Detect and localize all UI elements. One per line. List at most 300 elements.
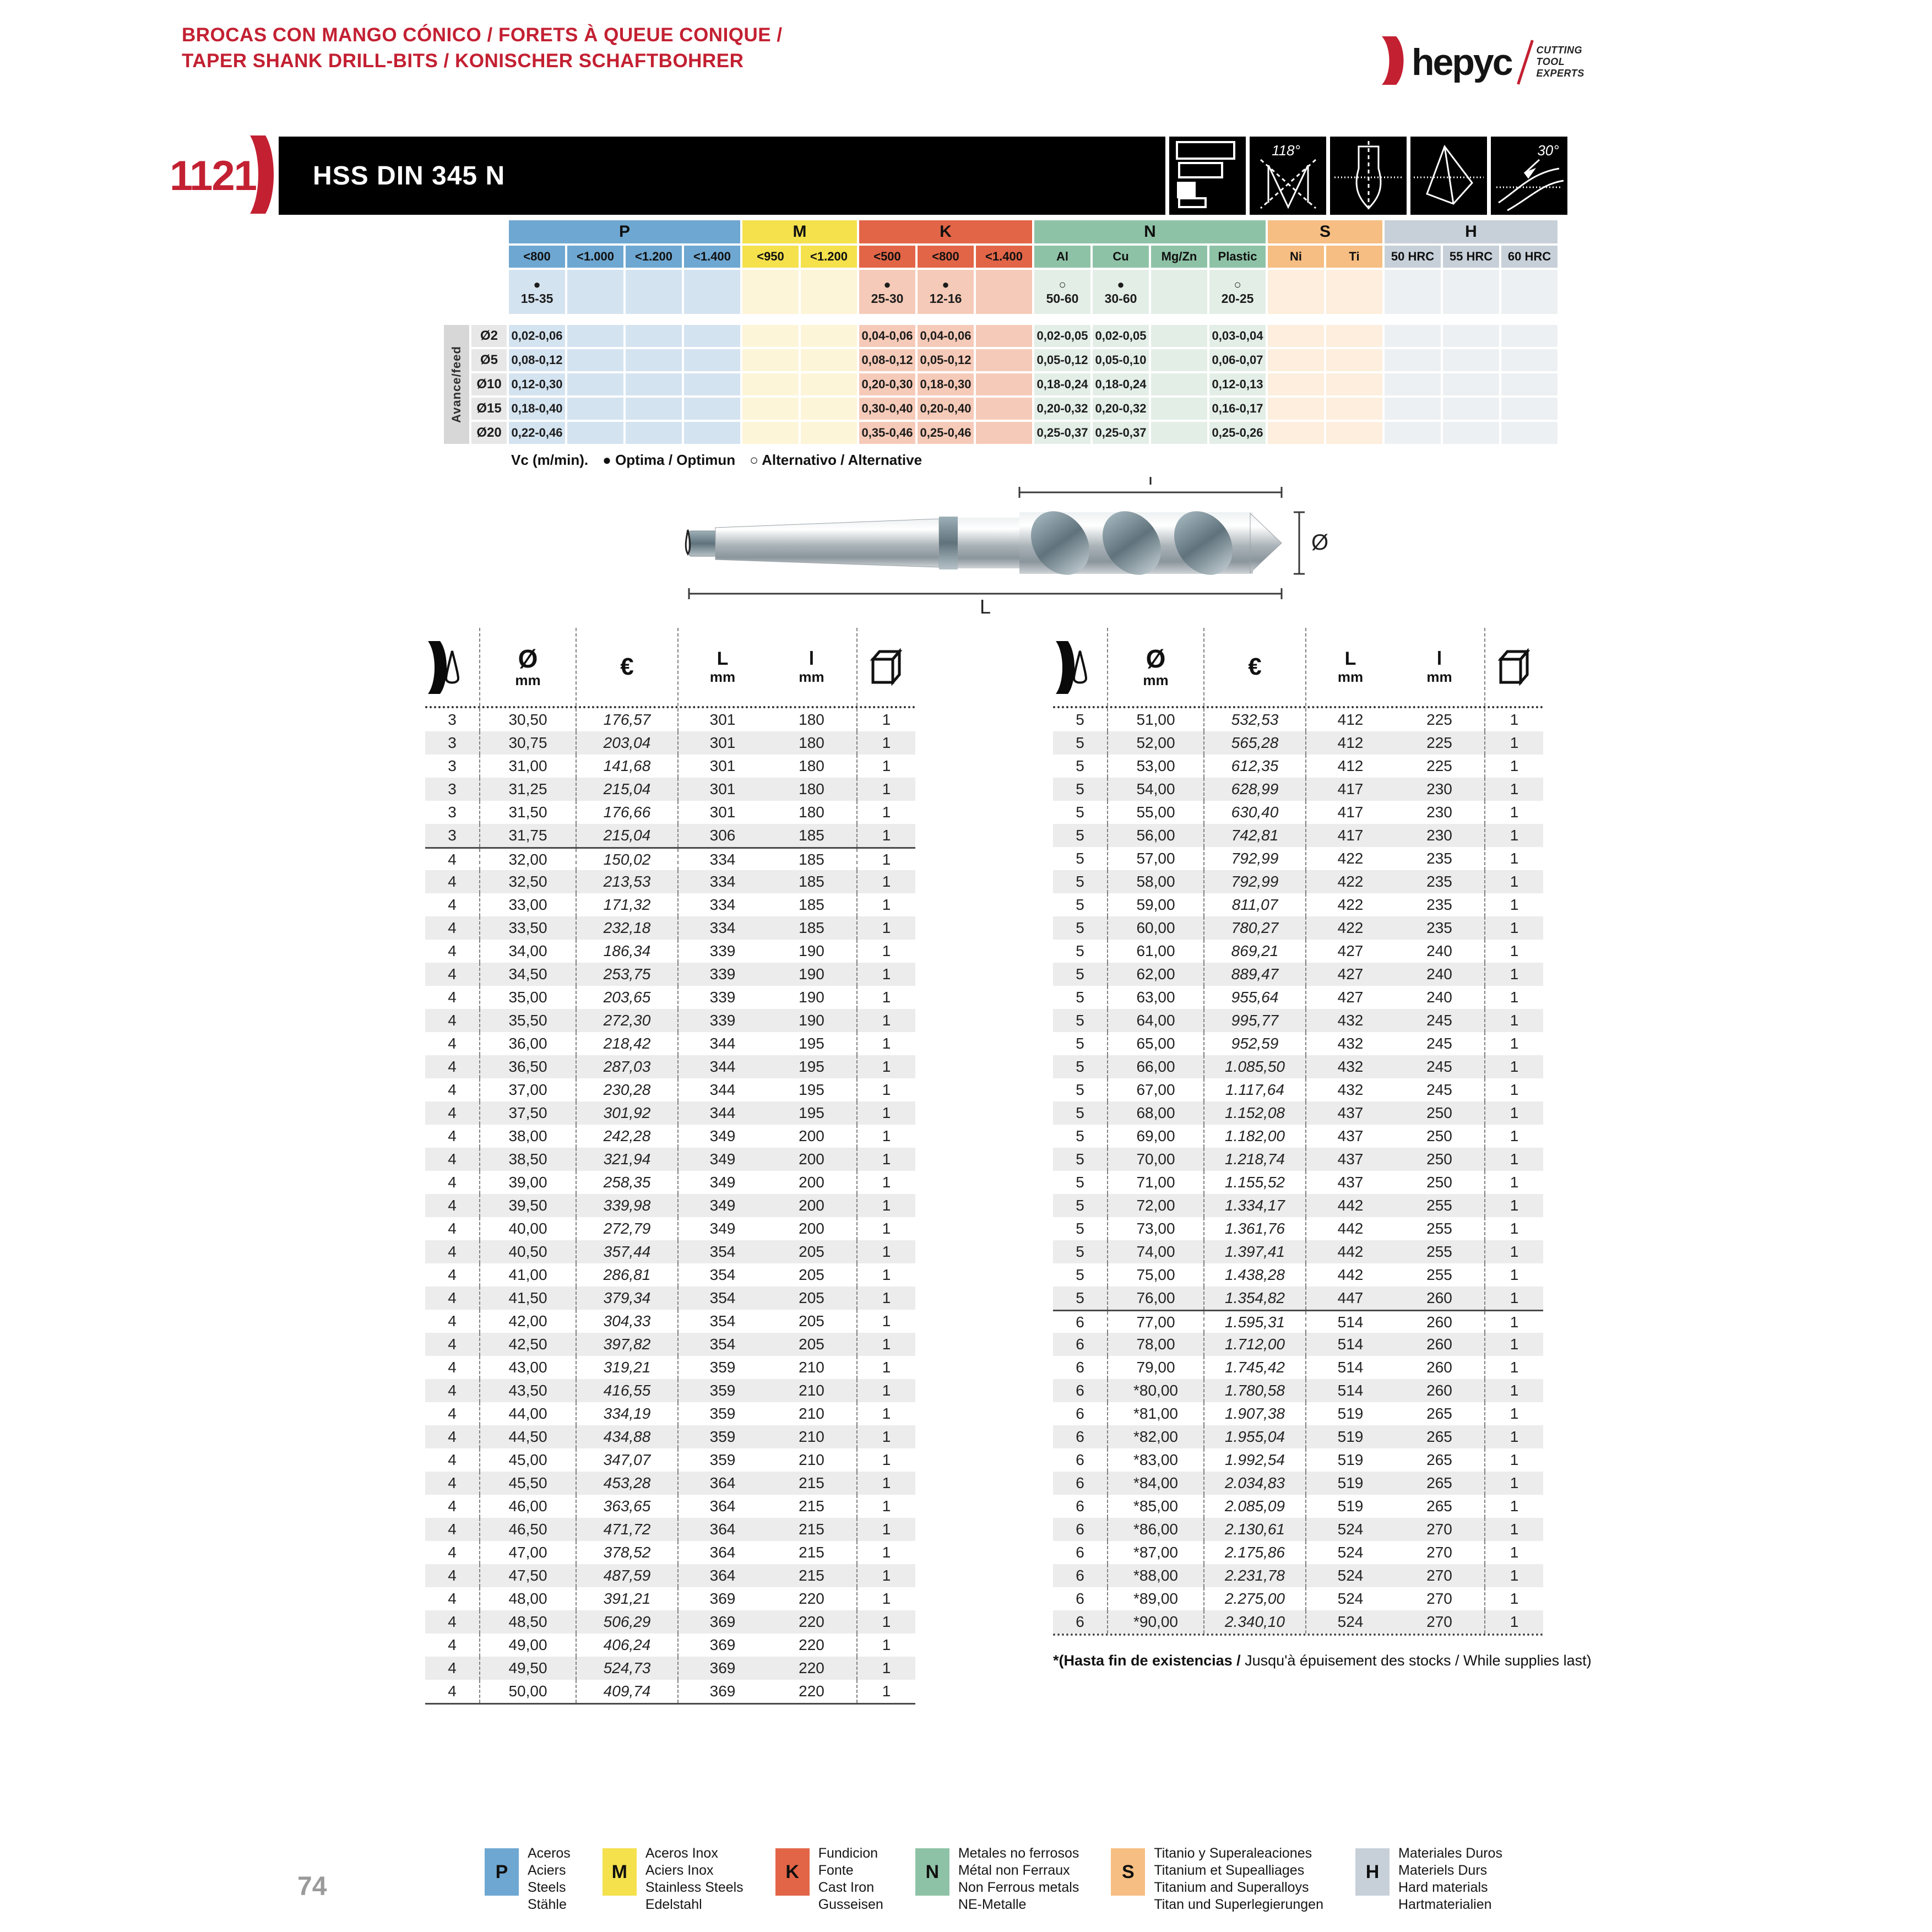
cell-qty: 1 — [1510, 1405, 1519, 1422]
cell-cone: 4 — [425, 1009, 480, 1032]
vc-unit-label: Vc (m/min). — [511, 452, 589, 468]
material-subcolumn: Cu — [1093, 246, 1149, 268]
cell-cone: 4 — [425, 1333, 480, 1356]
feed-value-cell — [1385, 422, 1441, 444]
material-name-line: Steels — [528, 1880, 566, 1895]
cell-cone: 4 — [425, 1310, 480, 1333]
table-row — [425, 1657, 915, 1680]
feed-value-cell — [567, 349, 623, 371]
drill-spec-icons — [1169, 137, 1567, 215]
cell-length-flute: 185 — [767, 824, 858, 847]
cell-length-total: 354 — [709, 1243, 736, 1260]
cell-qty: 1 — [1510, 1243, 1519, 1260]
cell-cone: 6 — [1053, 1311, 1108, 1333]
cell-price: 453,28 — [577, 1472, 679, 1495]
cell-price: 2.340,10 — [1204, 1610, 1306, 1633]
cell-cone: 5 — [1053, 1217, 1108, 1240]
feed-value-cell: 0,05-0,10 — [1093, 349, 1149, 371]
cell-length-total: 427 — [1337, 942, 1364, 959]
cell-length-flute: 200 — [767, 1148, 858, 1171]
cell-length-total: 354 — [709, 1336, 736, 1353]
table-row — [425, 916, 915, 940]
cell-length-total: 349 — [709, 1174, 736, 1191]
cell-length-total: 422 — [1337, 896, 1364, 913]
cell-length-flute: 215 — [767, 1495, 858, 1518]
feed-diameter-label: Ø5 — [471, 349, 507, 371]
feed-value-cell — [626, 349, 682, 371]
cell-length-flute: 230 — [1394, 778, 1485, 801]
feed-value-cell — [1326, 373, 1382, 395]
cell-length-total: 306 — [709, 827, 736, 844]
cell-length-flute: 215 — [767, 1541, 858, 1564]
cell-length-flute: 220 — [767, 1680, 858, 1703]
cell-diameter: 62,00 — [1108, 963, 1204, 986]
cell-length-flute: 240 — [1394, 940, 1485, 963]
table-row — [425, 778, 915, 801]
cell-qty: 1 — [882, 1405, 891, 1422]
cell-cone: 5 — [1053, 1240, 1108, 1263]
cell-qty: 1 — [882, 942, 891, 959]
material-subcolumn: Al — [1034, 246, 1090, 268]
cell-diameter: 40,50 — [480, 1240, 577, 1263]
cell-length-flute: 270 — [1394, 1587, 1485, 1610]
cell-length-total: 447 — [1337, 1289, 1364, 1306]
cell-length-flute: 265 — [1394, 1472, 1485, 1495]
alternative-legend: ○ Alternativo / Alternative — [750, 452, 922, 468]
cell-length-total: 339 — [709, 965, 736, 983]
cell-diameter: *81,00 — [1108, 1402, 1204, 1425]
cell-cone: 4 — [425, 1518, 480, 1541]
feed-value-cell — [1326, 398, 1382, 420]
cell-diameter: 63,00 — [1108, 986, 1204, 1009]
vc-cell — [567, 270, 623, 314]
material-name-line: Titanium and Superalloys — [1154, 1880, 1309, 1895]
cell-cone: 6 — [1053, 1541, 1108, 1564]
table-row — [1053, 847, 1543, 870]
product-banner — [170, 137, 1567, 215]
cell-price: 186,34 — [577, 940, 679, 963]
cell-qty: 1 — [1510, 1497, 1519, 1515]
catalog-table-left — [425, 628, 915, 1705]
cell-cone: 4 — [425, 1032, 480, 1055]
cell-price: 409,74 — [577, 1680, 679, 1703]
cell-cone: 6 — [1053, 1448, 1108, 1472]
cell-price: 272,30 — [577, 1009, 679, 1032]
material-name-line: Materiales Duros — [1398, 1846, 1502, 1861]
material-group-H: H — [1385, 220, 1557, 243]
cell-qty: 1 — [882, 1197, 891, 1214]
cell-length-total: 514 — [1337, 1313, 1364, 1331]
cell-price: 379,34 — [577, 1287, 679, 1310]
feed-value-cell — [1268, 325, 1324, 347]
cell-cone: 5 — [1053, 1125, 1108, 1148]
cell-qty: 1 — [1510, 1197, 1519, 1214]
table-row — [425, 1448, 915, 1472]
cell-length-total: 519 — [1337, 1474, 1364, 1491]
optima-dot-icon: ● — [1117, 278, 1125, 291]
feed-value-cell — [742, 422, 799, 444]
cell-qty: 1 — [1510, 942, 1519, 959]
cell-qty: 1 — [882, 1220, 891, 1237]
cell-qty: 1 — [1510, 1313, 1519, 1331]
cell-price: 141,68 — [577, 755, 679, 778]
cell-diameter: 70,00 — [1108, 1148, 1204, 1171]
cell-cone: 4 — [425, 1587, 480, 1610]
cell-price: 995,77 — [1204, 1009, 1306, 1032]
cell-length-flute: 200 — [767, 1217, 858, 1240]
feed-value-cell — [1385, 325, 1441, 347]
cone-symbol-icon — [686, 530, 690, 554]
cell-length-total: 412 — [1337, 734, 1364, 751]
table-row — [1053, 1101, 1543, 1125]
feed-value-cell — [976, 373, 1032, 395]
cell-qty: 1 — [882, 1127, 891, 1144]
feed-value-cell — [801, 325, 857, 347]
feed-value-cell: 0,25-0,37 — [1093, 422, 1149, 444]
material-name-line: Aciers — [528, 1863, 566, 1878]
table-row — [425, 1356, 915, 1379]
feed-diameter-label: Ø2 — [471, 325, 507, 347]
cell-cone: 4 — [425, 1194, 480, 1217]
cell-cone: 4 — [425, 1101, 480, 1125]
cell-diameter: *90,00 — [1108, 1610, 1204, 1633]
cell-price: 334,19 — [577, 1402, 679, 1425]
cell-length-flute: 185 — [767, 893, 858, 916]
table-row — [1053, 1148, 1543, 1171]
table-row — [425, 870, 915, 893]
cell-diameter: 41,50 — [480, 1287, 577, 1310]
cell-length-flute: 265 — [1394, 1402, 1485, 1425]
feed-value-cell: 0,08-0,12 — [859, 349, 915, 371]
tagline-line: CUTTING — [1536, 45, 1583, 56]
drill-neck — [958, 518, 1019, 568]
vc-cell — [1385, 270, 1441, 314]
cell-length-flute: 205 — [767, 1287, 858, 1310]
cell-length-total: 344 — [709, 1104, 736, 1121]
cell-cone: 6 — [1053, 1564, 1108, 1587]
cell-price: 1.354,82 — [1204, 1287, 1306, 1310]
cell-price: 1.152,08 — [1204, 1101, 1306, 1125]
cell-length-total: 442 — [1337, 1220, 1364, 1237]
cell-length-flute: 235 — [1394, 916, 1485, 940]
cell-diameter: 42,50 — [480, 1333, 577, 1356]
table-row — [1053, 1217, 1543, 1240]
cell-length-total: 364 — [709, 1521, 736, 1538]
cell-diameter: 66,00 — [1108, 1055, 1204, 1078]
cell-qty: 1 — [1510, 1544, 1519, 1561]
cell-diameter: 73,00 — [1108, 1217, 1204, 1240]
feed-value-cell: 0,04-0,06 — [918, 325, 974, 347]
feed-value-cell: 0,20-0,32 — [1093, 398, 1149, 420]
material-legend-item-M — [603, 1845, 744, 1913]
cell-qty: 1 — [882, 734, 891, 751]
material-name-line: Métal non Ferraux — [958, 1863, 1070, 1878]
cell-length-flute: 220 — [767, 1610, 858, 1633]
cell-cone: 4 — [425, 1356, 480, 1379]
cell-diameter: 34,50 — [480, 963, 577, 986]
material-group-S: S — [1268, 220, 1382, 243]
price-column-header: € — [1204, 628, 1306, 706]
cell-cone: 4 — [425, 1610, 480, 1633]
cell-qty: 1 — [882, 1336, 891, 1353]
cell-length-total: 359 — [709, 1428, 736, 1445]
cell-price: 2.130,61 — [1204, 1518, 1306, 1541]
table-header — [425, 628, 915, 708]
cell-length-total: 301 — [709, 757, 736, 774]
total-length-label: L — [979, 595, 991, 615]
cell-cone: 5 — [1053, 755, 1108, 778]
material-name-line: Fundicion — [818, 1846, 878, 1861]
material-swatch-M: M — [603, 1848, 637, 1896]
cell-length-total: 442 — [1337, 1197, 1364, 1214]
cell-qty: 1 — [1510, 1613, 1519, 1630]
cell-qty: 1 — [1510, 965, 1519, 983]
cell-diameter: 31,00 — [480, 755, 577, 778]
cell-length-flute: 265 — [1394, 1448, 1485, 1472]
cell-length-flute: 270 — [1394, 1518, 1485, 1541]
table-row — [425, 1101, 915, 1125]
drill-collar — [939, 517, 958, 569]
cell-diameter: 38,00 — [480, 1125, 577, 1148]
material-name-line: Gusseisen — [818, 1897, 883, 1912]
cell-length-total: 519 — [1337, 1497, 1364, 1515]
cell-qty: 1 — [882, 1590, 891, 1607]
cell-length-flute: 230 — [1394, 801, 1485, 824]
cell-length-flute: 240 — [1394, 986, 1485, 1009]
table-row — [1053, 1194, 1543, 1217]
material-subcolumn: Ni — [1268, 246, 1324, 268]
feed-value-cell: 0,12-0,13 — [1209, 373, 1266, 395]
cell-cone: 6 — [1053, 1356, 1108, 1379]
material-legend-item-N — [915, 1845, 1079, 1913]
material-subcolumn: <950 — [742, 246, 799, 268]
cell-length-flute: 185 — [767, 849, 858, 870]
cell-price: 150,02 — [577, 849, 679, 870]
cell-cone: 5 — [1053, 801, 1108, 824]
cell-length-total: 432 — [1337, 1081, 1364, 1098]
cell-price: 2.085,09 — [1204, 1495, 1306, 1518]
vc-cell — [1034, 270, 1090, 314]
feed-value-cell — [801, 373, 857, 395]
cell-diameter: 35,00 — [480, 986, 577, 1009]
cell-price: 347,07 — [577, 1448, 679, 1472]
table-row — [1053, 1171, 1543, 1194]
cell-cone: 4 — [425, 1564, 480, 1587]
material-subcolumn: <800 — [509, 246, 565, 268]
material-swatch-S: S — [1111, 1848, 1145, 1896]
cell-price: 321,94 — [577, 1148, 679, 1171]
tagline-line: TOOL — [1536, 56, 1565, 67]
cell-cone: 5 — [1053, 916, 1108, 940]
cell-diameter: 32,00 — [480, 849, 577, 870]
cell-length-total: 437 — [1337, 1150, 1364, 1168]
cell-length-total: 442 — [1337, 1266, 1364, 1283]
cell-length-flute: 265 — [1394, 1495, 1485, 1518]
material-name-line: Titanio y Superaleaciones — [1154, 1846, 1312, 1861]
cell-price: 287,03 — [577, 1055, 679, 1078]
cell-diameter: 46,00 — [480, 1495, 577, 1518]
material-subcolumn: <1.000 — [567, 246, 623, 268]
vc-range: 30-60 — [1104, 291, 1137, 306]
cell-qty: 1 — [882, 1058, 891, 1075]
cell-length-flute: 250 — [1394, 1125, 1485, 1148]
cell-length-flute: 245 — [1394, 1032, 1485, 1055]
feed-value-cell — [1501, 349, 1557, 371]
feed-value-cell — [1151, 422, 1207, 444]
table-row — [425, 1564, 915, 1587]
cell-diameter: 46,50 — [480, 1518, 577, 1541]
cell-length-total: 369 — [709, 1659, 736, 1676]
cell-diameter: 45,50 — [480, 1472, 577, 1495]
material-subcolumn: Ti — [1326, 246, 1382, 268]
cell-price: 253,75 — [577, 963, 679, 986]
feed-value-cell: 0,20-0,30 — [859, 373, 915, 395]
cell-diameter: *89,00 — [1108, 1587, 1204, 1610]
cell-length-flute: 190 — [767, 1009, 858, 1032]
table-body — [425, 708, 915, 1705]
feed-value-cell: 0,03-0,04 — [1209, 325, 1266, 347]
feed-value-cell — [684, 422, 740, 444]
table-row — [425, 1125, 915, 1148]
cell-cone: 5 — [1053, 1055, 1108, 1078]
cell-length-flute: 190 — [767, 940, 858, 963]
cell-length-total: 422 — [1337, 919, 1364, 936]
table-body — [1053, 708, 1543, 1636]
cell-qty: 1 — [882, 1659, 891, 1676]
cell-price: 869,21 — [1204, 940, 1306, 963]
cell-diameter: 48,50 — [480, 1610, 577, 1633]
cell-cone: 6 — [1053, 1518, 1108, 1541]
cell-cone: 4 — [425, 1680, 480, 1703]
cell-length-total: 344 — [709, 1081, 736, 1098]
cell-qty: 1 — [882, 804, 891, 821]
cell-cone: 5 — [1053, 986, 1108, 1009]
cell-cone: 4 — [425, 849, 480, 870]
point-angle-118-icon — [1250, 137, 1326, 215]
cell-price: 416,55 — [577, 1379, 679, 1402]
cell-diameter: *83,00 — [1108, 1448, 1204, 1472]
feed-value-cell: 0,02-0,05 — [1093, 325, 1149, 347]
cell-length-flute: 210 — [767, 1448, 858, 1472]
table-row — [1053, 1472, 1543, 1495]
brand-logo — [1380, 36, 1584, 88]
cell-cone: 4 — [425, 1263, 480, 1287]
cell-length-total: 364 — [709, 1497, 736, 1515]
cell-diameter: 48,00 — [480, 1587, 577, 1610]
cell-length-total: 359 — [709, 1359, 736, 1376]
page-title — [182, 22, 783, 74]
feed-value-cell: 0,35-0,46 — [859, 422, 915, 444]
cell-price: 952,59 — [1204, 1032, 1306, 1055]
cell-qty: 1 — [882, 1474, 891, 1491]
cell-length-flute: 195 — [767, 1032, 858, 1055]
feed-value-cell: 0,18-0,40 — [509, 398, 565, 420]
feed-value-cell — [1443, 398, 1499, 420]
cell-diameter: 37,00 — [480, 1078, 577, 1101]
cell-length-total: 359 — [709, 1451, 736, 1468]
cell-length-total: 417 — [1337, 804, 1364, 821]
cell-qty: 1 — [1510, 1382, 1519, 1399]
cell-qty: 1 — [1510, 1081, 1519, 1098]
cell-price: 792,99 — [1204, 870, 1306, 893]
cell-length-total: 344 — [709, 1058, 736, 1075]
feed-value-cell — [1268, 422, 1324, 444]
cell-length-flute: 215 — [767, 1472, 858, 1495]
cell-cone: 6 — [1053, 1425, 1108, 1448]
feed-value-cell — [1326, 422, 1382, 444]
cell-length-total: 437 — [1337, 1127, 1364, 1144]
cell-qty: 1 — [1510, 1058, 1519, 1075]
cell-diameter: 42,00 — [480, 1310, 577, 1333]
banner-chevron-icon — [248, 135, 278, 216]
cell-qty: 1 — [1510, 989, 1519, 1006]
cell-cone: 3 — [425, 824, 480, 847]
table-row — [425, 708, 915, 731]
cell-price: 1.438,28 — [1204, 1263, 1306, 1287]
cell-length-total: 354 — [709, 1312, 736, 1329]
feed-value-cell — [1326, 349, 1382, 371]
material-name-line: Stähle — [528, 1897, 567, 1912]
drill-tip-perspective-icon — [1410, 137, 1487, 215]
cell-length-flute: 210 — [767, 1402, 858, 1425]
cell-cone: 4 — [425, 1171, 480, 1194]
table-row — [425, 1472, 915, 1495]
feed-value-cell — [567, 373, 623, 395]
cell-diameter: 59,00 — [1108, 893, 1204, 916]
cell-qty: 1 — [882, 965, 891, 983]
feed-value-cell — [567, 398, 623, 420]
cell-qty: 1 — [882, 873, 891, 890]
cell-length-total: 412 — [1337, 757, 1364, 774]
cell-diameter: 77,00 — [1108, 1311, 1204, 1333]
cell-length-total: 364 — [709, 1544, 736, 1561]
cell-price: 176,57 — [577, 708, 679, 731]
cell-cone: 5 — [1053, 963, 1108, 986]
helix-angle-30-icon — [1491, 137, 1567, 215]
table-row — [425, 731, 915, 755]
cell-diameter: 35,50 — [480, 1009, 577, 1032]
feed-value-cell: 0,04-0,06 — [859, 325, 915, 347]
footnote-bold: *(Hasta fin de existencias / — [1053, 1652, 1241, 1669]
table-row — [425, 1610, 915, 1633]
cell-diameter: 75,00 — [1108, 1263, 1204, 1287]
cell-diameter: *80,00 — [1108, 1379, 1204, 1402]
cell-length-flute: 250 — [1394, 1148, 1485, 1171]
table-row — [1053, 1125, 1543, 1148]
feed-value-cell: 0,20-0,32 — [1034, 398, 1090, 420]
cell-qty: 1 — [882, 1567, 891, 1584]
cell-diameter: 34,00 — [480, 940, 577, 963]
feed-value-cell: 0,30-0,40 — [859, 398, 915, 420]
cell-price: 286,81 — [577, 1263, 679, 1287]
cell-length-flute: 180 — [767, 731, 858, 755]
cell-cone: 5 — [1053, 1101, 1108, 1125]
table-row — [1053, 893, 1543, 916]
cell-diameter: 33,00 — [480, 893, 577, 916]
cell-price: 1.992,54 — [1204, 1448, 1306, 1472]
cell-length-flute: 180 — [767, 778, 858, 801]
cell-diameter: 50,00 — [480, 1680, 577, 1703]
cell-cone: 6 — [1053, 1610, 1108, 1633]
material-legend-item-K — [775, 1845, 883, 1913]
cell-cone: 4 — [425, 1078, 480, 1101]
material-name-line: Aceros Inox — [645, 1846, 718, 1861]
feed-value-cell — [1443, 422, 1499, 444]
cell-qty: 1 — [882, 1382, 891, 1399]
table-row — [1053, 1356, 1543, 1379]
diameter-label: Ø — [1311, 530, 1329, 555]
cell-length-flute: 190 — [767, 986, 858, 1009]
